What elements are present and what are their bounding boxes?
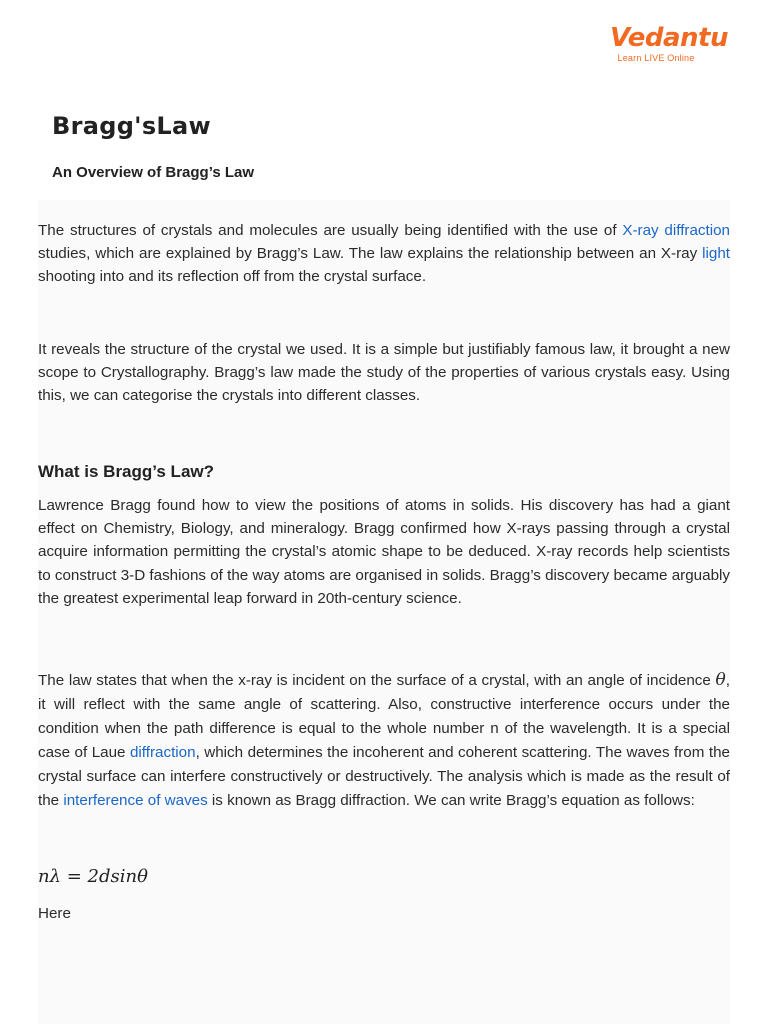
law-text-3: , which determines the incoherent and coherent scattering. The waves from the crystal surface can interfere constructively or destructively. The analysis which is made as the result of the [38,744,730,809]
interference-of-waves-link[interactable]: interference of waves [63,792,208,809]
diffraction-link[interactable]: diffraction [129,744,196,761]
vedantu-logo[interactable] [610,22,728,63]
law-text-2: , it will reflect with the same angle of scattering. Also, constructive interference occurs under the condition when the path difference is equal to the whole number n of the wavelength. It is a special case of Laue [38,672,730,761]
structure-paragraph: It reveals the structure of the crystal we used. It is a simple but justifiably famous law, it brought a new scope to Crystallography. Bragg’s law made the study of the properties of various crystals easy. Using this, we can categorise the crystals into different classes. [38,341,730,405]
intro-text-1: The structures of crystals and molecules are usually being identified with the use of [38,222,623,239]
page-title: Bragg'sLaw [52,112,211,140]
intro-paragraph [38,219,730,289]
here-label: Here [38,905,71,922]
intro-text-2: studies, which are explained by Bragg’s Law. The law explains the relationship between an X-ray [38,245,703,263]
theta-symbol: θ [715,670,726,690]
xray-diffraction-link[interactable]: X-ray diffraction [622,222,730,239]
section-heading: What is Bragg’s Law? [38,462,215,481]
law-paragraph [38,668,730,813]
light-link[interactable]: light [702,245,730,263]
discovery-paragraph: Lawrence Bragg found how to view the positions of atoms in solids. His discovery has had a giant effect on Chemistry, Biology, and mineralogy. Bragg confirmed how X-rays passing through a crystal acquire information permitting the crystal’s atomic shape to be deduced. X-ray records help scientists to construct 3-D fashions of the way atoms are organised in solids. Bragg’s discovery became arguably the greatest experimental leap forward in 20th-century science. [38,497,730,607]
page-subtitle: An Overview of Bragg’s Law [52,164,254,181]
logo-wordmark: Vedantu [610,23,728,53]
intro-text-3: shooting into and its reflection off from the crystal surface. [38,268,427,286]
content-background [38,200,730,1024]
bragg-equation: nλ = 2dsinθ [38,866,148,887]
law-text-4: is known as Bragg diffraction. We can write Bragg’s equation as follows: [207,792,695,809]
logo-tagline: Learn LIVE Online [617,53,695,63]
law-text-1: The law states that when the x-ray is incident on the surface of a crystal, with an angle of incidence [38,672,716,689]
